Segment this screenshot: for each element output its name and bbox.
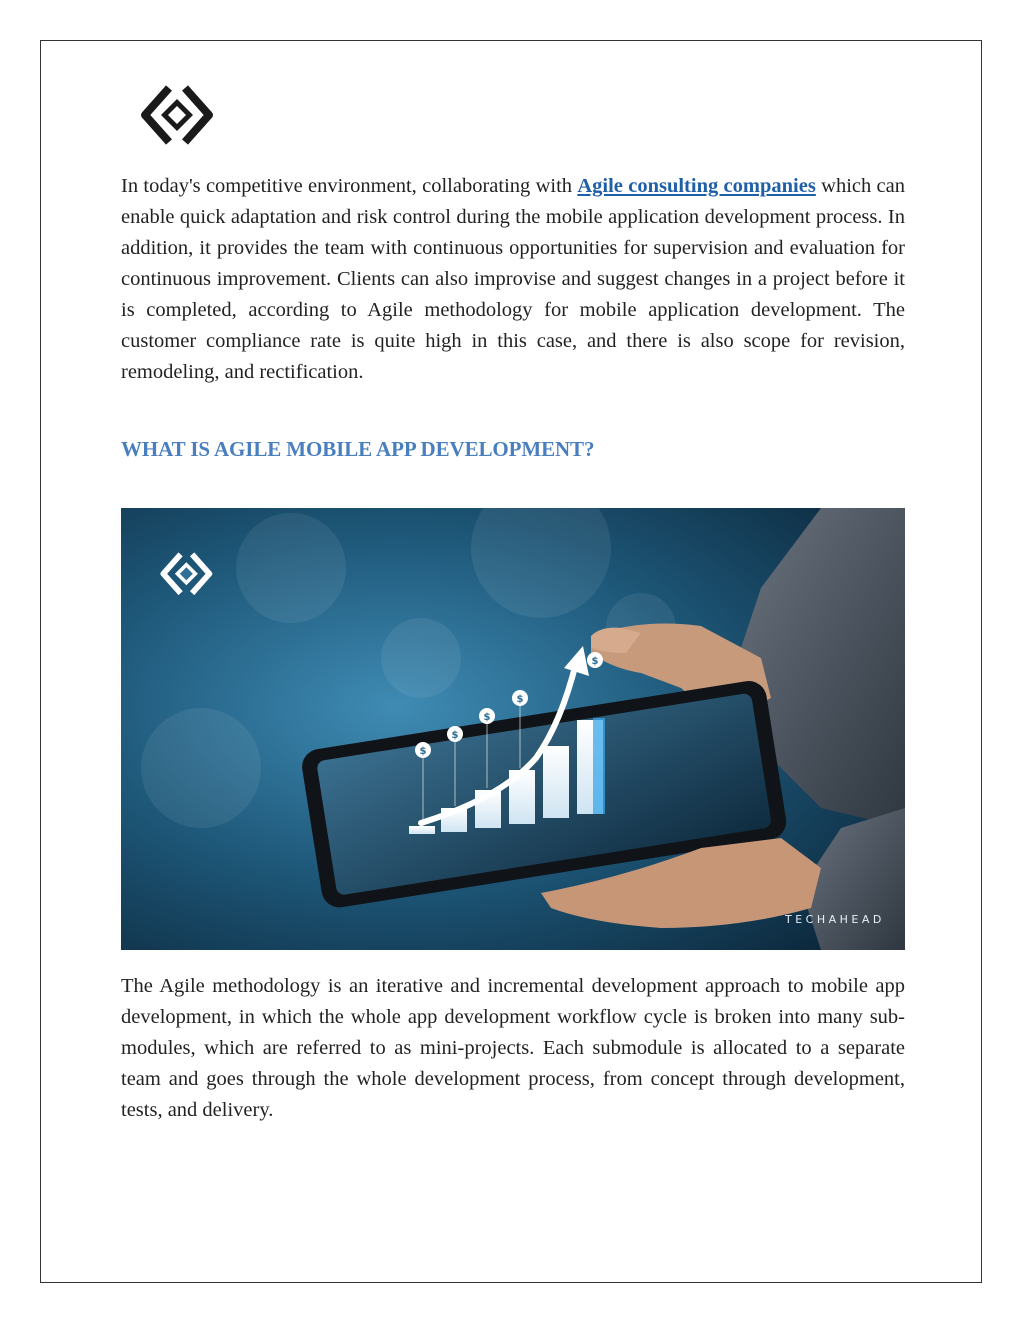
coin-label: $ <box>419 746 427 757</box>
hero-watermark: TECHAHEAD <box>785 913 885 926</box>
intro-text-after: which can enable quick adaptation and risk control during the mobile application development process. In addition, it provides the team with continuous opportunities for supervision and evaluation for continuous improvement. Clients can also improvise and suggest changes in a project before it is completed, according to Agile methodology for mobile application development. The customer compliance rate is quite high in this case, and there is also scope for revision, remodeling, and rectification. <box>121 175 906 383</box>
agile-consulting-link[interactable]: Agile consulting companies <box>577 175 816 197</box>
hero-image <box>121 508 905 950</box>
techahead-logo-icon <box>139 82 215 148</box>
body-paragraph: The Agile methodology is an iterative and incremental development approach to mobile app development, in which the whole app development workflow cycle is broken into many sub-modules, which are referred to as mini-projects. Each submodule is allocated to a separate team and goes through the whole development process, from concept through development, tests, and delivery. <box>121 975 905 1121</box>
coin-label: $ <box>516 694 524 705</box>
coin-label: $ <box>591 656 599 667</box>
coin-label: $ <box>483 712 491 723</box>
section-heading: WHAT IS AGILE MOBILE APP DEVELOPMENT? <box>121 437 595 461</box>
intro-paragraph <box>121 171 905 388</box>
coin-label: $ <box>451 730 459 741</box>
intro-text-before: In today's competitive environment, collaborating with <box>121 175 578 197</box>
document-page <box>40 40 982 1283</box>
